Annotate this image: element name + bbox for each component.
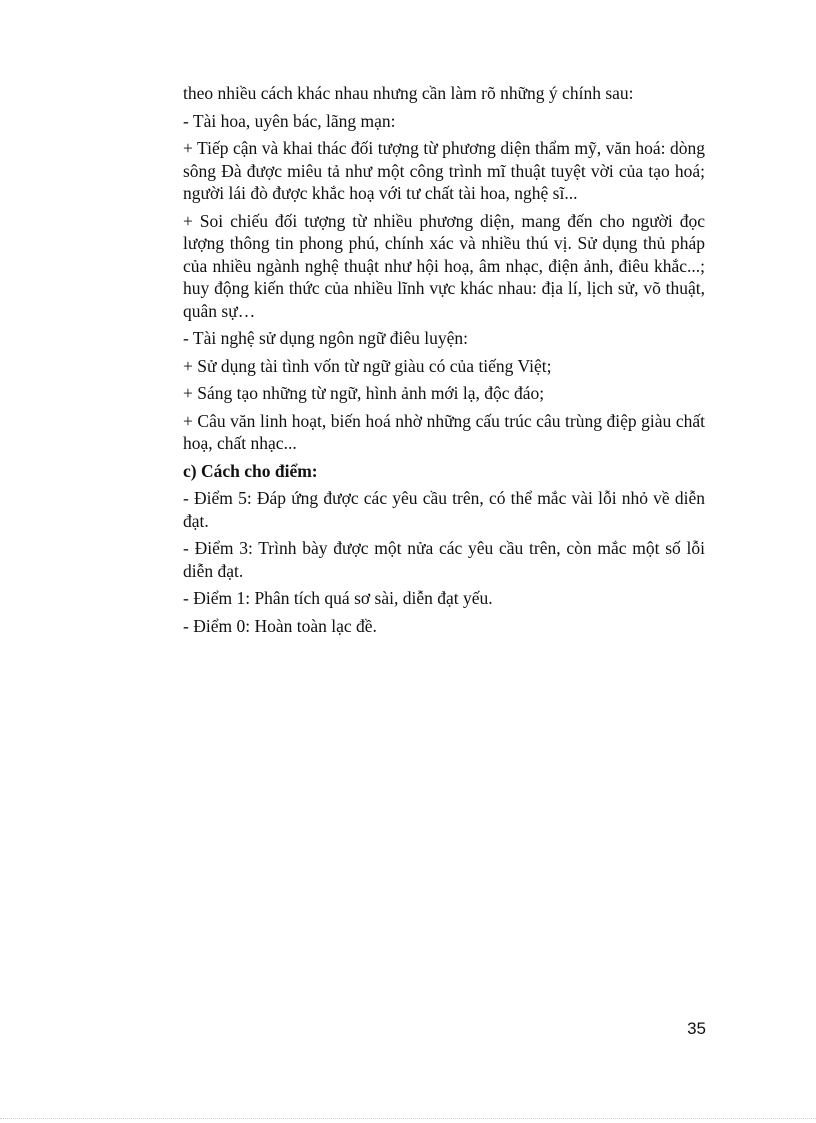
paragraph-sentence-structure: + Câu văn linh hoạt, biến hoá nhờ những cấu trúc câu trùng điệp giàu chất hoạ, chất nhạc... xyxy=(183,410,705,453)
page-bottom-divider xyxy=(0,1118,816,1119)
scoring-item-0: - Điểm 0: Hoàn toàn lạc đề. xyxy=(183,615,377,636)
scoring-item-1: - Điểm 1: Phân tích quá sơ sài, diễn đạt yếu. xyxy=(183,588,493,608)
paragraph-aesthetic-approach: + Tiếp cận và khai thác đối tượng từ phương diện thẩm mỹ, văn hoá: dòng sông Đà được miêu tả như một công trình mĩ thuật tuyệt vời của tạo hoá; người lái đò được khắc hoạ với tư chất tài hoa, nghệ sĩ... xyxy=(183,138,705,203)
paragraph-multi-perspective: + Soi chiếu đối tượng từ nhiều phương diện, mang đến cho người đọc lượng thông tin phong phú, chính xác và nhiều thú vị. Sử dụng thủ pháp của nhiều ngành nghệ thuật như hội hoạ, âm nhạc, điện ảnh, điêu khắc...; huy động kiến thức của nhiều lĩnh vực khác nhau: địa lí, lịch sử, võ thuật, quân sự… xyxy=(183,210,705,321)
page-number: 35 xyxy=(687,1019,706,1038)
page-body-text xyxy=(183,82,705,642)
paragraph-vocabulary: + Sử dụng tài tình vốn từ ngữ giàu có của tiếng Việt; xyxy=(183,355,552,376)
scoring-item-3: - Điểm 3: Trình bày được một nửa các yêu cầu trên, còn mắc một số lỗi diễn đạt. xyxy=(183,538,705,581)
paragraph-creative-words: + Sáng tạo những từ ngữ, hình ảnh mới lạ, độc đáo; xyxy=(183,383,545,403)
section-heading-scoring: c) Cách cho điểm: xyxy=(183,460,318,481)
paragraph-language-skill: - Tài nghệ sử dụng ngôn ngữ điêu luyện: xyxy=(183,328,468,348)
paragraph-intro: theo nhiều cách khác nhau nhưng cần làm rõ những ý chính sau: xyxy=(183,83,634,103)
scoring-item-5: - Điểm 5: Đáp ứng được các yêu cầu trên, có thể mắc vài lỗi nhỏ về diễn đạt. xyxy=(183,488,705,531)
paragraph-talent-point: - Tài hoa, uyên bác, lãng mạn: xyxy=(183,110,396,131)
